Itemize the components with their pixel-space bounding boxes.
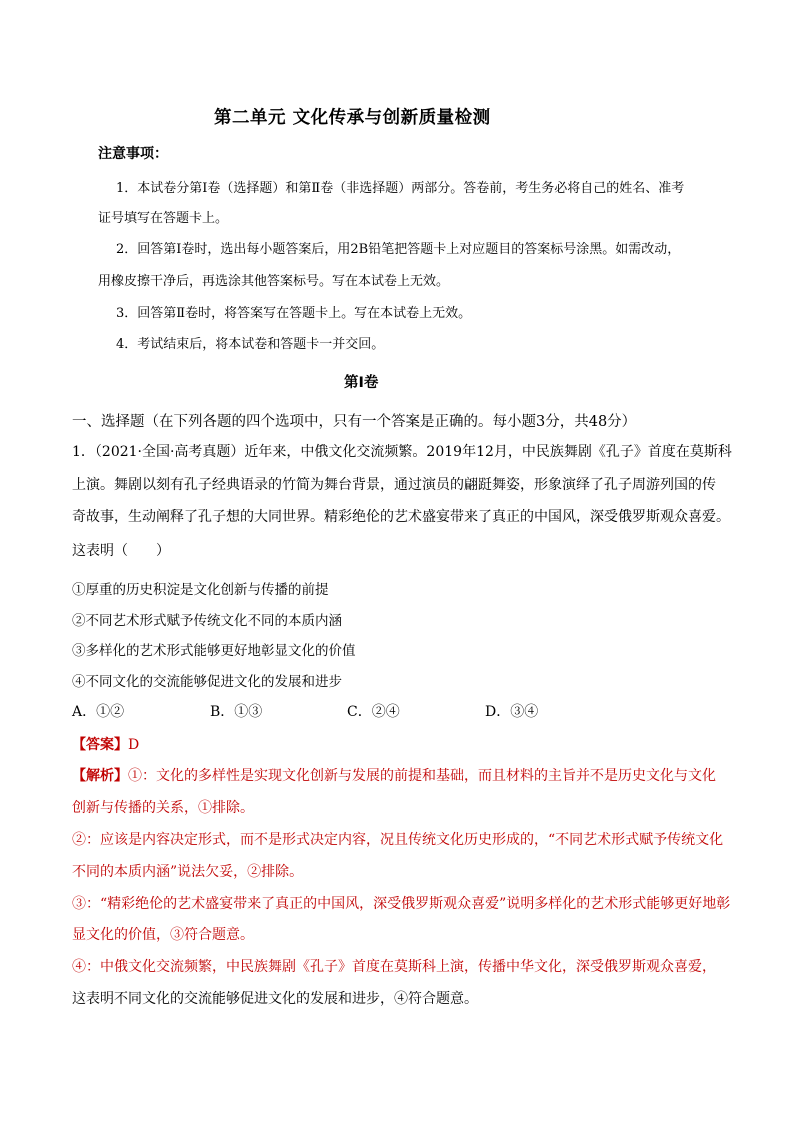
question-stem-line: 1．（2021·全国·高考真题）近年来，中俄文化交流频繁。2019年12月，中民族舞剧《孔子》首度在莫斯科	[72, 444, 732, 460]
section-title: 第Ⅰ卷	[344, 375, 379, 391]
choice-b: B．①③	[210, 704, 263, 720]
notice-line: 4．考试结束后，将本试卷和答题卡一并交回。	[116, 337, 385, 352]
notice-line: 1．本试卷分第Ⅰ卷（选择题）和第Ⅱ卷（非选择题）两部分。答卷前，考生务必将自己的姓名、准考	[116, 181, 685, 196]
question-stem-line: 这表明（ ）	[72, 543, 170, 559]
answer-label: 【答案】	[72, 737, 128, 753]
answer-line	[72, 734, 139, 754]
choice-a: A．①②	[72, 704, 125, 720]
question-stem-line: 上演。舞剧以刻有孔子经典语录的竹简为舞台背景，通过演员的翩跹舞姿，形象演绎了孔子周游列国的传	[72, 477, 716, 493]
part-heading: 一、选择题（在下列各题的四个选项中，只有一个答案是正确的。每小题3分，共48分）	[72, 414, 637, 430]
notice-heading: 注意事项：	[98, 146, 168, 162]
analysis-line: ③：“精彩绝伦的艺术盛宴带来了真正的中国风，深受俄罗斯观众喜爱”说明多样化的艺术形式能够更好地彰	[72, 896, 731, 912]
choice-d: D．③④	[485, 704, 539, 720]
page-title: 第二单元 文化传承与创新质量检测	[214, 108, 491, 128]
analysis-line	[72, 765, 716, 785]
analysis-text: ①：文化的多样性是实现文化创新与发展的前提和基础，而且材料的主旨并不是历史文化与文化	[128, 768, 716, 784]
choice-c: C．②④	[347, 704, 400, 720]
analysis-line: 这表明不同文化的交流能够促进文化的发展和进步，④符合题意。	[72, 991, 478, 1007]
analysis-line: ②：应该是内容决定形式，而不是形式决定内容，况且传统文化历史形成的，“不同艺术形式赋予传统文化	[72, 832, 724, 848]
analysis-line: ④：中俄文化交流频繁，中民族舞剧《孔子》首度在莫斯科上演，传播中华文化，深受俄罗斯观众喜爱，	[72, 959, 716, 975]
analysis-line: 显文化的价值，③符合题意。	[72, 927, 254, 943]
notice-line: 证号填写在答题卡上。	[98, 211, 229, 226]
question-stem-line: 奇故事，生动阐释了孔子想的大同世界。精彩绝伦的艺术盛宴带来了真正的中国风，深受俄罗斯观众喜爱。	[72, 509, 730, 525]
statement-item: ②不同艺术形式赋予传统文化不同的本质内涵	[72, 613, 342, 629]
analysis-label: 【解析】	[72, 768, 128, 784]
analysis-line: 创新与传播的关系，①排除。	[72, 800, 254, 816]
statement-item: ③多样化的艺术形式能够更好地彰显文化的价值	[72, 643, 356, 659]
statement-item: ①厚重的历史积淀是文化创新与传播的前提	[72, 582, 329, 598]
analysis-line: 不同的本质内涵”说法欠妥，②排除。	[72, 864, 304, 880]
notice-line: 2．回答第Ⅰ卷时，选出每小题答案后，用2B铅笔把答题卡上对应题目的答案标号涂黑。如需改动，	[116, 242, 681, 257]
statement-item: ④不同文化的交流能够促进文化的发展和进步	[72, 674, 342, 690]
notice-line: 用橡皮擦干净后，再选涂其他答案标号。写在本试卷上无效。	[98, 274, 450, 289]
answer-value: D	[128, 737, 140, 753]
notice-line: 3．回答第Ⅱ卷时，将答案写在答题卡上。写在本试卷上无效。	[116, 306, 472, 321]
